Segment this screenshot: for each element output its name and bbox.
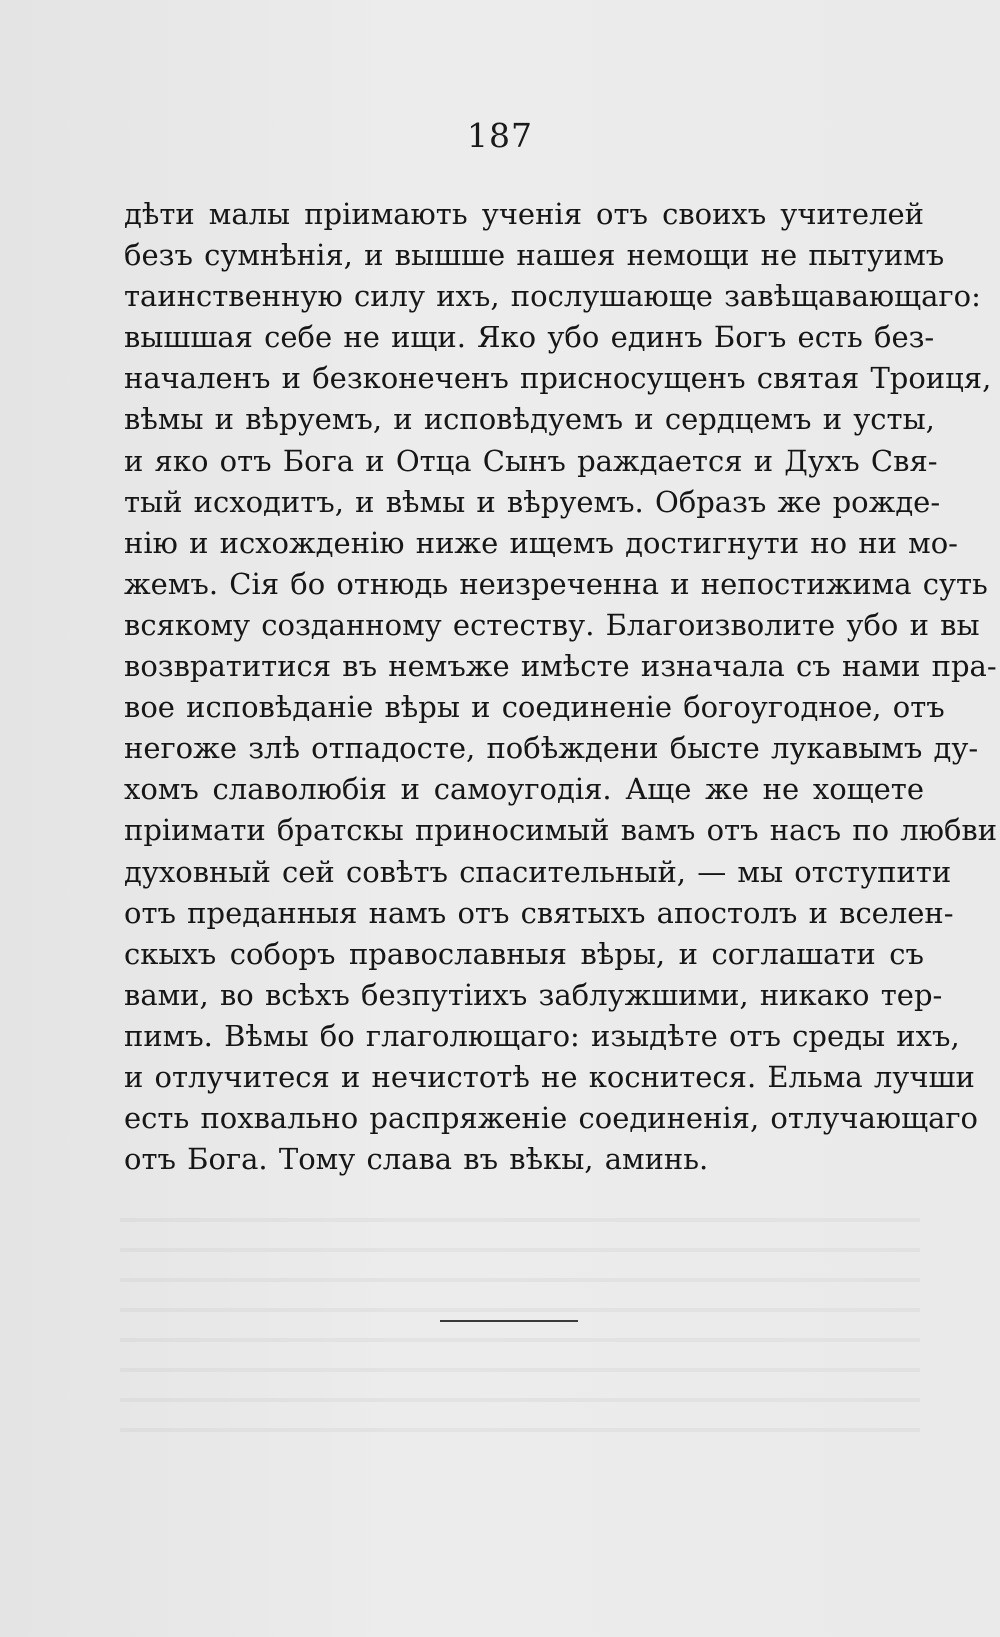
text-line: и отлучитеся и нечистотѣ не коснитеся. Ельма лучши — [124, 1059, 975, 1094]
text-line: отъ преданныя намъ отъ святыхъ апостолъ и вселен- — [124, 895, 954, 930]
body-text — [124, 194, 998, 1180]
text-line: духовный сей совѣтъ спасительный, — мы отступити — [124, 854, 952, 889]
text-line: и яко отъ Бога и Отца Сынъ раждается и Духъ Свя- — [124, 443, 938, 478]
text-line: дѣти малы пріимають ученія отъ своихъ учителей — [124, 197, 924, 231]
text-line: тый исходитъ, и вѣмы и вѣруемъ. Образъ же рожде- — [124, 484, 941, 519]
text-line: хомъ славолюбія и самоугодія. Аще же не хощете — [124, 772, 924, 807]
text-line: нію и исхожденію ниже ищемъ достигнути но ни мо- — [124, 525, 958, 560]
text-line: вышшая себе не ищи. Яко убо единъ Богъ есть без- — [124, 320, 935, 355]
text-line: негоже злѣ отпадосте, побѣждени бысте лукавымъ ду- — [124, 731, 979, 766]
text-line: таинственную силу ихъ, послушающе завѣщавающаго: — [124, 279, 981, 314]
text-line: жемъ. Сія бо отнюдь неизреченна и непостижима суть — [124, 566, 988, 601]
text-line: пріимати братскы приносимый вамъ отъ насъ по любви — [124, 813, 998, 848]
page-number: 187 — [467, 116, 533, 155]
text-line: возвратитися въ немъже имѣсте изначала съ нами пра- — [124, 649, 997, 684]
text-line: вѣмы и вѣруемъ, и исповѣдуемъ и сердцемъ и усты, — [124, 402, 935, 437]
text-line: вами, во всѣхъ безпутіихъ заблужшими, никако тер- — [124, 977, 943, 1012]
text-line: вое исповѣданіе вѣры и соединеніе богоугодное, отъ — [124, 690, 945, 725]
section-divider — [440, 1320, 578, 1322]
text-line: безъ сумнѣнія, и вышше нашея немощи не пытуимъ — [124, 238, 945, 273]
text-line: пимъ. Вѣмы бо глаголющаго: изыдѣте отъ среды ихъ, — [124, 1018, 960, 1053]
text-line: есть похвально распряженіе соединенія, отлучающаго — [124, 1101, 979, 1136]
text-line: началенъ и безконеченъ присносущенъ святая Троиця, — [124, 361, 992, 396]
text-line: отъ Бога. Тому слава въ вѣкы, аминь. — [124, 1142, 709, 1177]
text-line: всякому созданному естеству. Благоизволите убо и вы — [124, 607, 980, 642]
text-line: скыхъ соборъ православныя вѣры, и соглашати съ — [124, 936, 924, 971]
